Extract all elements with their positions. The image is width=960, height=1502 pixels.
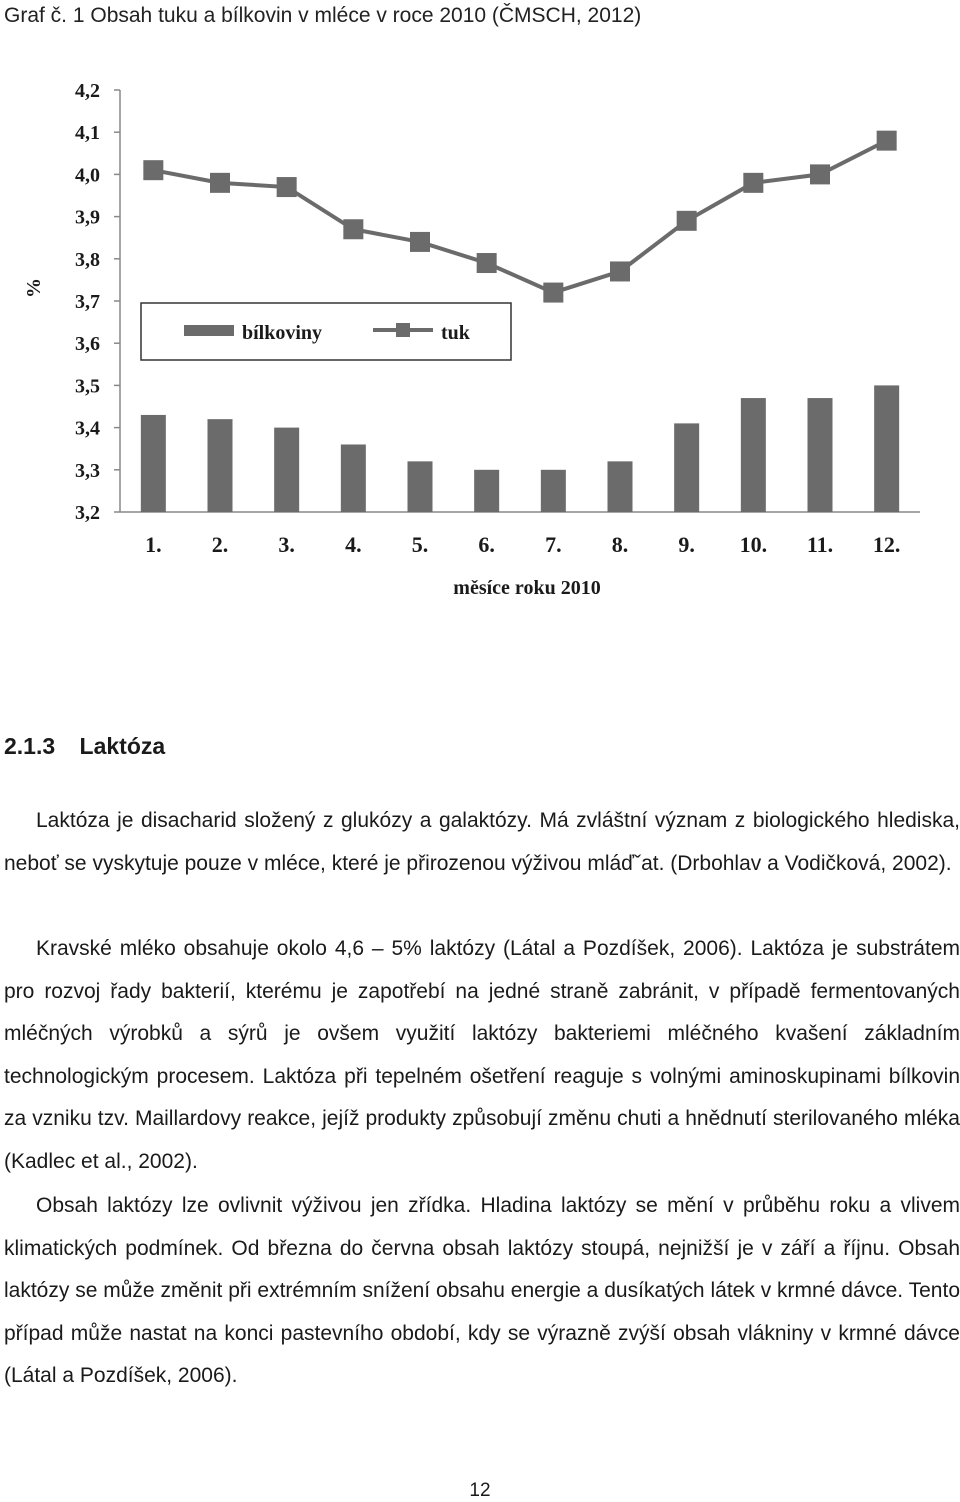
- bar-bilkoviny: [608, 461, 633, 512]
- section-number: 2.1.3: [4, 733, 56, 759]
- marker-tuk: [810, 164, 830, 184]
- y-tick-label: 3,2: [75, 502, 100, 524]
- bar-bilkoviny: [541, 470, 566, 512]
- page-number: 12: [469, 1480, 491, 1501]
- chart-legend: [141, 303, 511, 360]
- paragraph-3-text: Obsah laktózy lze ovlivnit výživou jen zřídka. Hladina laktózy se mění v průběhu roku a vlivem klimatických podmínek. Od března do června obsah laktózy stoupá, nejnižší je v září a říjnu. Obsah laktózy se může změnit při extrémním snížení obsahu energie a dusíkatých látek v krmné dávce. Tento případ může nastat na konci pastevního období, kdy se výrazně zvýší obsah vlákniny v krmné dávce (Látal a Pozdíšek, 2006).: [4, 1194, 960, 1388]
- section-title: Laktóza: [79, 733, 166, 759]
- y-axis-title: %: [23, 278, 45, 298]
- paragraph-3: [4, 1185, 960, 1398]
- x-tick-label: 3.: [278, 532, 295, 557]
- marker-tuk: [343, 219, 363, 239]
- fat-protein-chart: [0, 70, 960, 610]
- x-axis-title: měsíce roku 2010: [453, 577, 601, 599]
- x-tick-label: 5.: [411, 532, 429, 557]
- x-tick-label: 9.: [678, 532, 695, 557]
- marker-tuk: [677, 211, 697, 231]
- marker-tuk: [210, 173, 230, 193]
- section-heading: [4, 733, 165, 760]
- x-tick-label: 2.: [211, 532, 229, 557]
- y-tick-label: 3,8: [75, 248, 100, 271]
- x-tick-label: 12.: [872, 532, 901, 557]
- bar-bilkoviny: [874, 385, 899, 512]
- chart-caption: Graf č. 1 Obsah tuku a bílkovin v mléce v roce 2010 (ČMSCH, 2012): [4, 4, 642, 27]
- legend-swatch-bilkoviny: [184, 325, 234, 336]
- marker-tuk: [410, 232, 430, 252]
- y-tick-label: 4,0: [75, 164, 100, 187]
- bar-bilkoviny: [674, 423, 699, 512]
- bar-bilkoviny: [208, 419, 233, 512]
- bar-bilkoviny: [341, 444, 366, 512]
- y-tick-label: 3,5: [75, 375, 100, 398]
- y-tick-label: 3,4: [75, 417, 100, 440]
- x-tick-label: 11.: [806, 532, 834, 557]
- marker-tuk: [610, 261, 630, 281]
- x-tick-label: 10.: [739, 532, 768, 557]
- x-tick-label: 7.: [545, 532, 562, 557]
- legend-label-tuk: tuk: [441, 322, 470, 344]
- paragraph-2-text: Kravské mléko obsahuje okolo 4,6 – 5% laktózy (Látal a Pozdíšek, 2006). Laktóza je substrátem pro rozvoj řady bakterií, kterému je zapotřebí na jedné straně zabránit, v případě fermentovaných mléčných výrobků a sýrů je ovšem využití laktózy bakteriemi mléčného kvašení základním technologickým procesem. Laktóza při tepelném ošetření reaguje s volnými aminoskupinami bílkovin za vzniku tzv. Maillardovy reakce, jejíž produkty způsobují změnu chuti a hnědnutí sterilovaného mléka (Kadlec et al., 2002).: [4, 937, 960, 1173]
- bar-bilkoviny: [808, 398, 833, 512]
- marker-tuk: [743, 173, 763, 193]
- y-tick-label: 3,6: [75, 333, 100, 356]
- paragraph-2: [4, 928, 960, 1184]
- legend-label-bilkoviny: bílkoviny: [242, 322, 323, 344]
- legend-swatch-tuk-marker: [396, 323, 410, 337]
- x-tick-label: 1.: [145, 532, 162, 557]
- marker-tuk: [877, 131, 897, 151]
- bar-bilkoviny: [408, 461, 433, 512]
- bar-bilkoviny: [474, 470, 499, 512]
- bar-bilkoviny: [141, 415, 166, 512]
- y-tick-label: 4,2: [75, 80, 100, 102]
- y-tick-label: 3,7: [75, 291, 100, 313]
- marker-tuk: [477, 253, 497, 273]
- x-tick-label: 4.: [345, 532, 362, 557]
- y-tick-label: 3,3: [75, 459, 100, 482]
- line-tuk: [153, 141, 886, 293]
- marker-tuk: [143, 160, 163, 180]
- y-tick-label: 4,1: [75, 122, 100, 145]
- marker-tuk: [543, 283, 563, 303]
- paragraph-1-text: Laktóza je disacharid složený z glukózy a galaktózy. Má zvláštní význam z biologického hlediska, neboť se vyskytuje pouze v mléce, které je přirozenou výživou mláďˇat. (Drbohlav a Vodičková, 2002).: [4, 809, 960, 875]
- x-tick-label: 6.: [478, 532, 495, 557]
- paragraph-1: [4, 800, 960, 885]
- bar-bilkoviny: [741, 398, 766, 512]
- marker-tuk: [277, 177, 297, 197]
- bar-bilkoviny: [274, 428, 299, 512]
- x-tick-label: 8.: [611, 532, 629, 557]
- y-tick-label: 3,9: [75, 206, 100, 229]
